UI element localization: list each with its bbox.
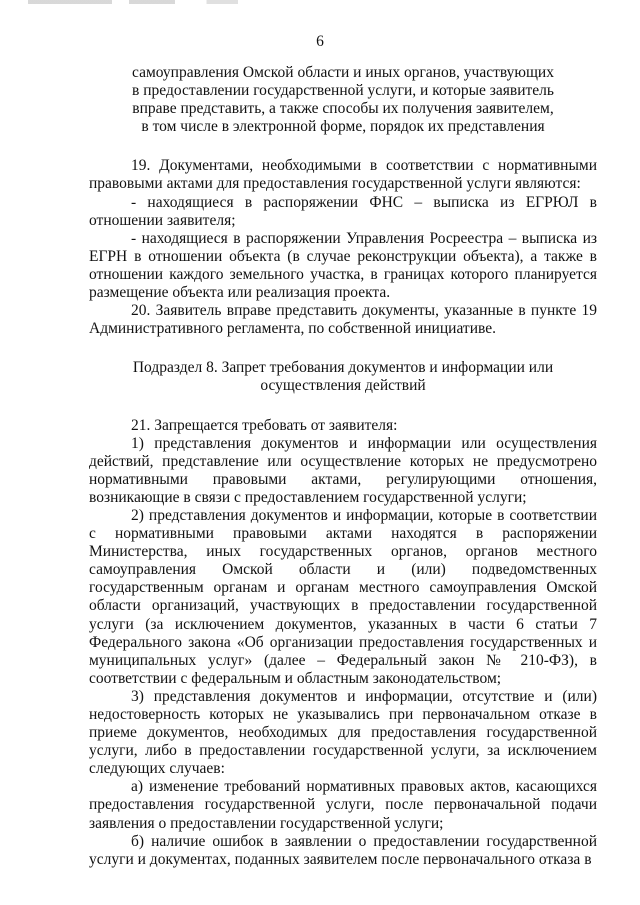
paragraph-21-3-a: а) изменение требований нормативных правовых актов, касающихся предоставления государственной услуги, после первоначальной подачи заявления о предоставлении государственной услуги;	[89, 778, 597, 832]
paragraph-21: 21. Запрещается требовать от заявителя:	[131, 416, 398, 434]
document-body	[89, 64, 597, 869]
paragraph-20: 20. Заявитель вправе представить документы, указанные в пункте 19 Административного регламента, по собственной инициативе.	[89, 302, 597, 338]
section-19-20	[89, 157, 597, 338]
subsection-8-heading	[89, 359, 597, 395]
paragraph-21-2: 2) представления документов и информации, которые в соответствии с нормативными правовыми актами находятся в распоряжении Министерства, иных государственных органов, органов местного самоуправления Омской области и (или) подведомственных государственным органам и органам местного самоуправления Омской области организаций, участвующих в предоставлении государственной услуги (за исключением документов, указанных в части 6 статьи 7 Федерального закона «Об организации предоставления государственных и муниципальных услуг» (далее – Федеральный закон № 210-ФЗ), в соответствии с федеральным и областным законодательством;	[89, 506, 597, 687]
paragraph-fns: - находящиеся в распоряжении ФНС – выписка из ЕГРЮЛ в отношении заявителя;	[89, 193, 597, 229]
heading-line: в том числе в электронной форме, порядок их представления	[141, 118, 545, 136]
paragraph-rosreestr: - находящиеся в распоряжении Управления Росреестра – выписка из ЕГРН в отношении объекта (в случае реконструкции объекта), а также в отношении каждого земельного участка, в границах которого планируется размещение объекта или реализация проекта.	[89, 229, 597, 302]
heading-line: вправе представить, а также способы их получения заявителем,	[132, 100, 554, 118]
paragraph-21-1: 1) представления документов и информации или осуществления действий, представление или осуществление которых не предусмотрено нормативными правовыми актами, регулирующими отношения, возникающие в связи с предоставлением государственной услуги;	[89, 434, 597, 506]
heading-line: в предоставлении государственной услуги, и которые заявитель	[132, 82, 554, 100]
paragraph-21-3-b: б) наличие ошибок в заявлении о предоставлении государственной услуги и документах, поданных заявителем после первоначального отказа в	[89, 832, 597, 868]
section-21	[89, 417, 597, 869]
subsection-heading-line: осуществления действий	[260, 377, 426, 395]
paragraph-19: 19. Документами, необходимыми в соответствии с нормативными правовыми актами для предоставления государственной услуги являются:	[89, 157, 597, 193]
scan-header-remnant	[28, 0, 238, 4]
heading-line: самоуправления Омской области и иных органов, участвующих	[132, 64, 554, 81]
paragraph-21-3: 3) представления документов и информации, отсутствие и (или) недостоверность которых не указывались при первоначальном отказе в приеме документов, необходимых для предоставления государственной услуги, либо в предоставлении государственной услуги, за исключением следующих случаев:	[89, 687, 597, 778]
heading-continuation	[89, 64, 597, 136]
page-number: 6	[316, 33, 324, 50]
subsection-heading-line: Подраздел 8. Запрет требования документов и информации или	[132, 359, 554, 377]
